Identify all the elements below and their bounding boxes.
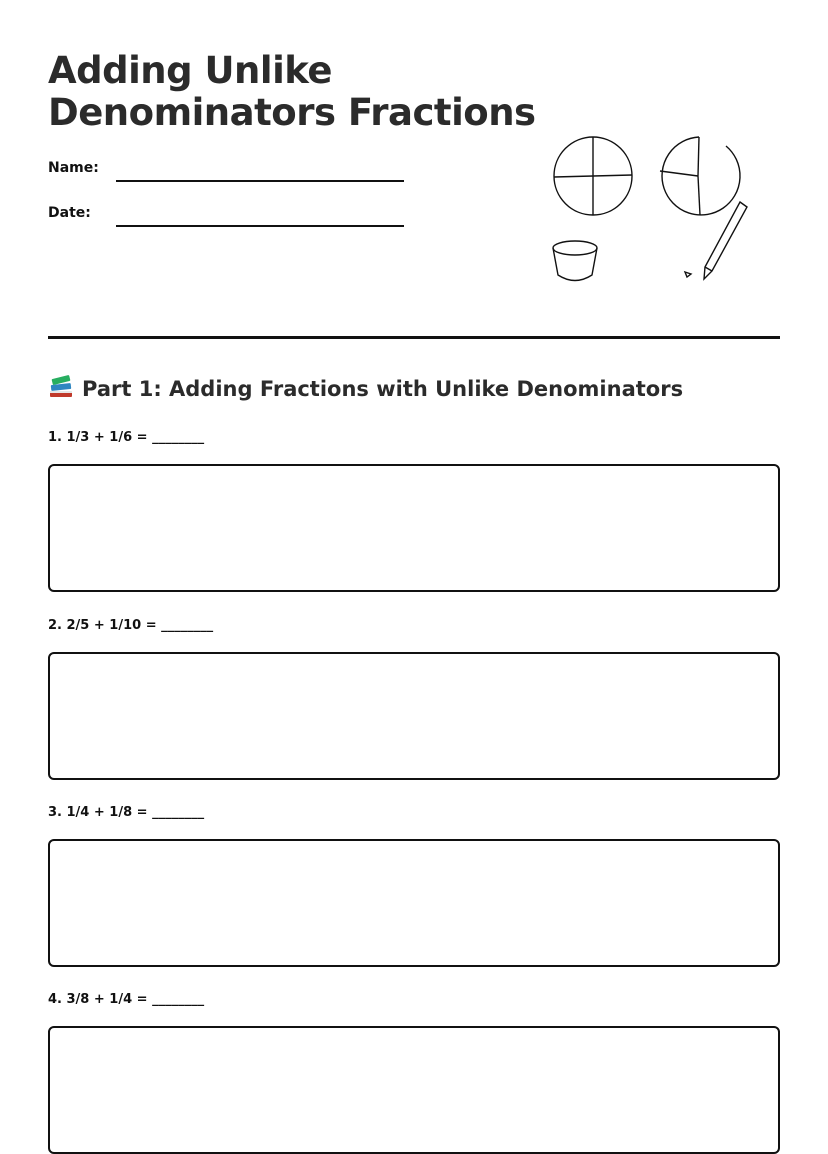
- pencil-icon: [685, 202, 747, 279]
- fraction-circle-icon: [660, 137, 740, 215]
- title-line-2: Denominators Fractions: [48, 91, 536, 134]
- question-2: 2. 2/5 + 1/10 = ________: [48, 618, 214, 633]
- date-field-line[interactable]: [116, 225, 404, 227]
- answer-box-4[interactable]: [48, 1026, 780, 1154]
- section-heading: [48, 374, 683, 404]
- cup-icon: [553, 241, 597, 281]
- title-line-1: Adding Unlike: [48, 49, 332, 92]
- answer-box-1[interactable]: [48, 464, 780, 592]
- section-divider: [48, 336, 780, 339]
- date-label: Date:: [48, 205, 91, 221]
- name-field-line[interactable]: [116, 180, 404, 182]
- answer-box-3[interactable]: [48, 839, 780, 967]
- section-heading-text: Part 1: Adding Fractions with Unlike Denominators: [82, 377, 684, 401]
- question-3: 3. 1/4 + 1/8 = ________: [48, 805, 205, 820]
- name-label: Name:: [48, 160, 99, 176]
- question-1: 1. 1/3 + 1/6 = ________: [48, 430, 205, 445]
- books-emoji-icon: [48, 375, 74, 399]
- fraction-illustration: [540, 128, 760, 288]
- answer-box-2[interactable]: [48, 652, 780, 780]
- question-4: 4. 3/8 + 1/4 = ________: [48, 992, 205, 1007]
- fraction-circle-icon: [554, 137, 632, 215]
- worksheet-title: [48, 50, 536, 134]
